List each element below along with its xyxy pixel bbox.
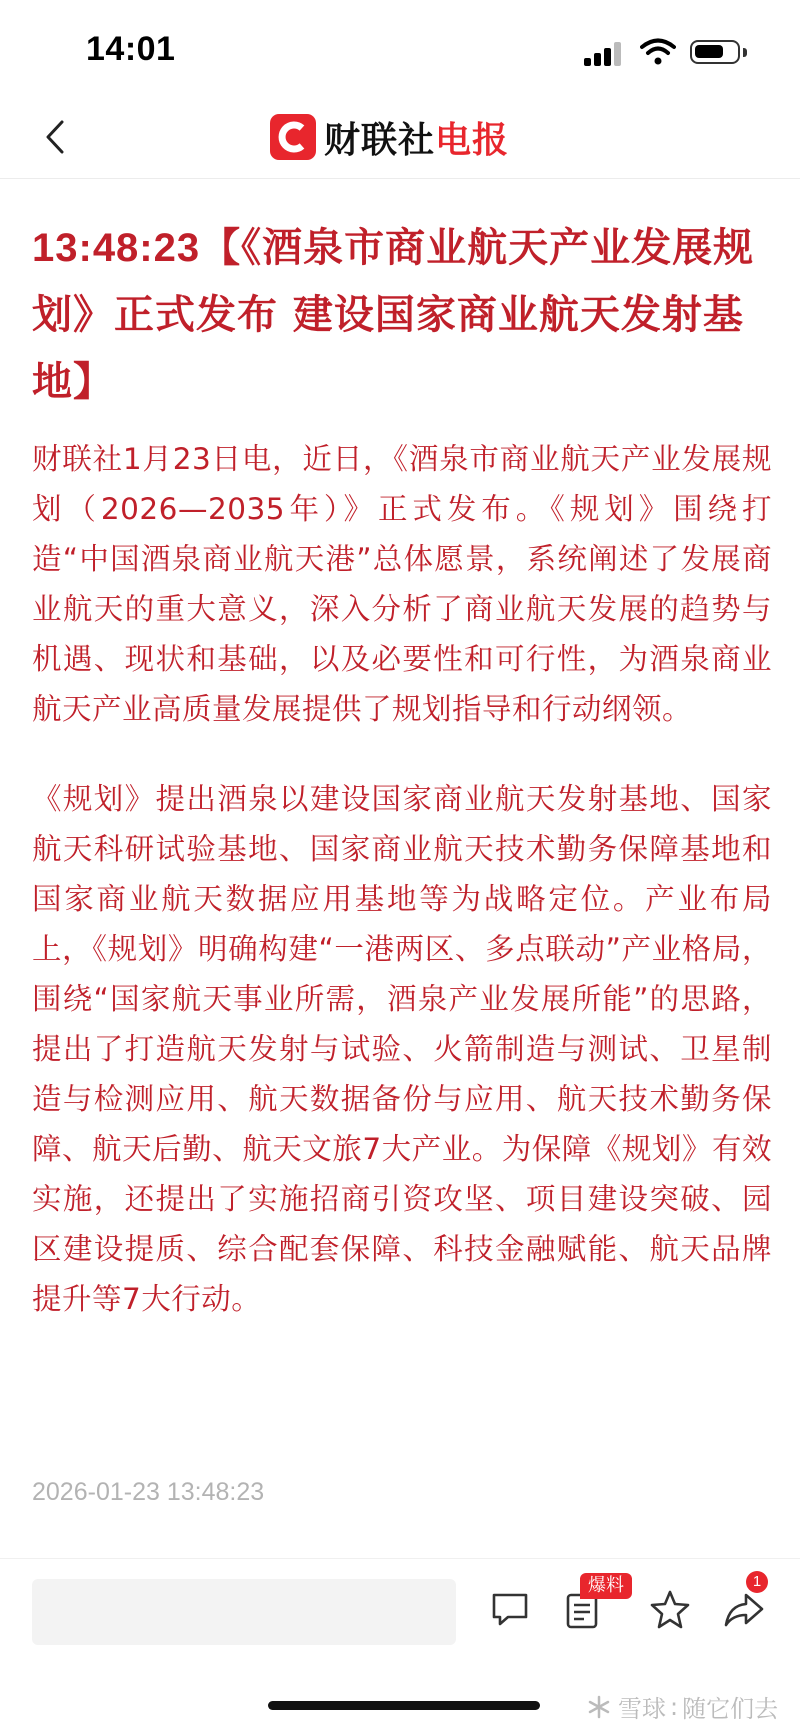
battery-icon (690, 40, 740, 64)
battery-tip (743, 48, 747, 57)
article (32, 215, 772, 1324)
article-headline (32, 215, 772, 416)
bottom-action-bar (0, 1558, 800, 1732)
brand-name: 财联社 (324, 119, 436, 161)
headline-time: 13:48:23 (32, 226, 201, 270)
home-indicator (268, 1701, 540, 1710)
watermark-user: 随它们去 (682, 1695, 779, 1723)
article-paragraph: 财联社1月23日电，近日，《酒泉市商业航天产业发展规划（2026—2035年）》正式发布。《规划》围绕打造“中国酒泉商业航天港”总体愿景，系统阐述了发展商业航天的重大意义，深入分析了商业航天发展的趋势与机遇、现状和基础，以及必要性和可行性，为酒泉商业航天产业高质量发展提供了规划指导和行动纲领。 (32, 442, 772, 726)
report-badge: 爆料 (580, 1573, 632, 1599)
watermark-separator: : (670, 1692, 679, 1721)
watermark-site: 雪球 (618, 1695, 666, 1723)
share-count-badge: 1 (746, 1571, 768, 1593)
brand-name-telegraph: 电报 (435, 119, 510, 161)
xueqiu-logo-icon (586, 1694, 612, 1720)
comment-input[interactable] (32, 1579, 456, 1645)
status-time: 14:01 (86, 30, 176, 68)
headline-text: 【《酒泉市商业航天产业发展规划》正式发布 建设国家商业航天发射基地】 (32, 225, 755, 405)
share-icon[interactable] (722, 1587, 766, 1631)
article-paragraph: 《规划》提出酒泉以建设国家商业航天发射基地、国家航天科研试验基地、国家商业航天技术勤务保障基地和国家商业航天数据应用基地等为战略定位。产业布局上，《规划》明确构建“一港两区、多点联动”产业格局，围绕“国家航天事业所需，酒泉产业发展所能”的思路，提出了打造航天发射与试验、火箭制造与测试、卫星制造与检测应用、航天数据备份与应用、航天技术勤务保障、航天后勤、航天文旅7大产业。为保障《规划》有效实施，还提出了实施招商引资攻坚、项目建设突破、园区建设提质、综合配套保障、科技金融赋能、航天品牌提升等7大行动。 (32, 782, 772, 1316)
nav-bar (0, 100, 800, 179)
chevron-left-icon[interactable] (36, 114, 76, 160)
status-bar (0, 0, 800, 100)
cls-logo-icon (270, 114, 316, 160)
wifi-icon (640, 38, 676, 66)
comment-icon[interactable] (488, 1587, 532, 1631)
watermark (586, 1689, 778, 1724)
brand-header (270, 112, 509, 162)
article-timestamp: 2026-01-23 13:48:23 (32, 1478, 265, 1506)
star-icon[interactable] (648, 1587, 692, 1631)
cellular-signal-icon (584, 42, 624, 66)
